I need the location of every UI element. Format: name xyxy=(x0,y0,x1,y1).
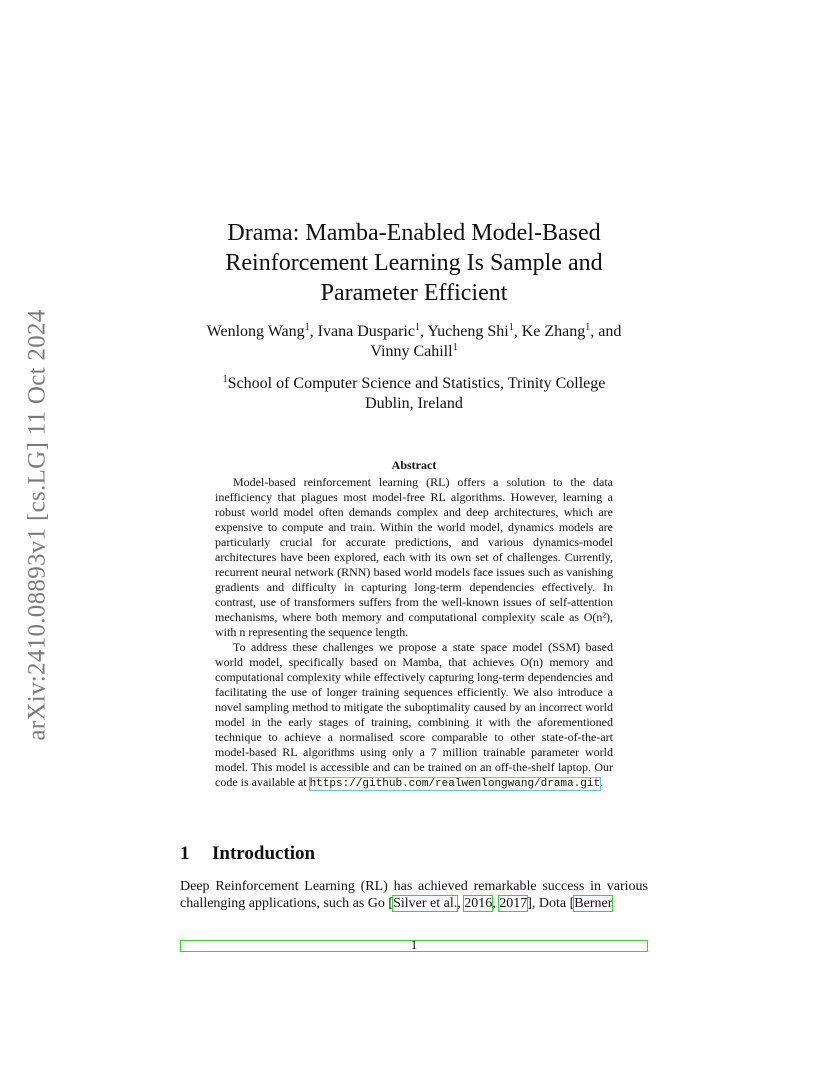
abstract-body xyxy=(215,475,613,792)
affiliation xyxy=(180,374,648,414)
abstract-heading: Abstract xyxy=(391,458,437,472)
citation-separator: , xyxy=(457,896,465,911)
section-number: 1 xyxy=(180,843,190,864)
author-separator: , and xyxy=(590,323,622,340)
citation-link[interactable]: 2017 xyxy=(499,896,528,911)
citation-link[interactable]: Berner xyxy=(574,896,613,911)
affil-marker: 1 xyxy=(222,374,228,385)
title-line-1: Drama: Mamba-Enabled Model-Based xyxy=(227,220,601,246)
section-heading xyxy=(180,843,315,865)
intro-text-mid: , Dota xyxy=(531,896,570,911)
author-name: Vinny Cahill xyxy=(370,343,453,360)
arxiv-side-stamp xyxy=(18,290,58,760)
author-name: Wenlong Wang xyxy=(206,323,305,340)
title-line-3: Parameter Efficient xyxy=(320,280,508,306)
affil-marker: 1 xyxy=(508,322,514,333)
page-number: 1 xyxy=(410,937,418,952)
affiliation-line-2: Dublin, Ireland xyxy=(365,395,463,412)
title-line-2: Reinforcement Learning Is Sample and xyxy=(225,250,603,276)
paper-title xyxy=(180,218,648,308)
affil-marker: 1 xyxy=(585,322,591,333)
section-title: Introduction xyxy=(212,843,316,864)
abstract-paragraph-2 xyxy=(215,640,613,792)
affil-marker: 1 xyxy=(304,322,310,333)
citation-link[interactable]: Silver et al. xyxy=(393,896,458,911)
citation-separator: , xyxy=(492,896,500,911)
affil-marker: 1 xyxy=(452,342,458,353)
author-list xyxy=(180,322,648,362)
abstract-paragraph-1: Model-based reinforcement learning (RL) offers a solution to the data inefficiency that plagues most model-free RL algorithms. However, learning a robust world model often demands complex and deep architectures, which are expensive to compute and train. Within the world model, dynamics models are particularly crucial for accurate predictions, and various dynamics-model architectures have been explored, each with its own set of challenges. Currently, recurrent neural network (RNN) based world models face issues such as vanishing gradients and difficulty in capturing long-term dependencies effectively. In contrast, use of transformers suffers from the well-known issues of self-attention mechanisms, where both memory and computational complexity scale as O(n²), with n representing the sequence length. xyxy=(215,475,613,639)
arxiv-stamp-text: arXiv:2410.08893v1 [cs.LG] 11 Oct 2024 xyxy=(24,309,51,741)
abstract-period: . xyxy=(600,775,604,789)
abstract-paragraph-2-text: To address these challenges we propose a state space model (SSM) based world model, specifically based on Mamba, that achieves O(n) memory and computational complexity while effectively capturing long-term dependencies and facilitating the use of longer training sequences efficiently. We also introduce a novel sampling method to mitigate the suboptimality caused by an incorrect world model in the early stages of training, combining it with the aforementioned technique to achieve a normalised score comparable to other state-of-the-art model-based RL algorithms using only a 7 million trainable parameter world model. This model is accessible and can be trained on an off-the-shelf laptop. Our code is available at xyxy=(215,640,613,789)
intro-text: Deep Reinforcement Learning (RL) has achieved remarkable success in various challenging applications, such as Go [Silver et al., 2016, 2017], Dota [Berner xyxy=(180,879,648,911)
author-name: , Yucheng Shi xyxy=(419,323,509,340)
citation-link[interactable]: 2016 xyxy=(464,896,493,911)
author-name: , Ivana Dusparic xyxy=(309,323,415,340)
intro-paragraph xyxy=(180,878,648,912)
affil-marker: 1 xyxy=(414,322,420,333)
author-name: , Ke Zhang xyxy=(513,323,586,340)
affiliation-line-1: School of Computer Science and Statistics, Trinity College xyxy=(227,375,606,392)
intro-text-start: Deep Reinforcement Learning (RL) has achieved remarkable success in various challenging applications, such as Go xyxy=(180,879,648,911)
code-url-link[interactable]: https://github.com/realwenlongwang/drama.git xyxy=(309,778,601,790)
